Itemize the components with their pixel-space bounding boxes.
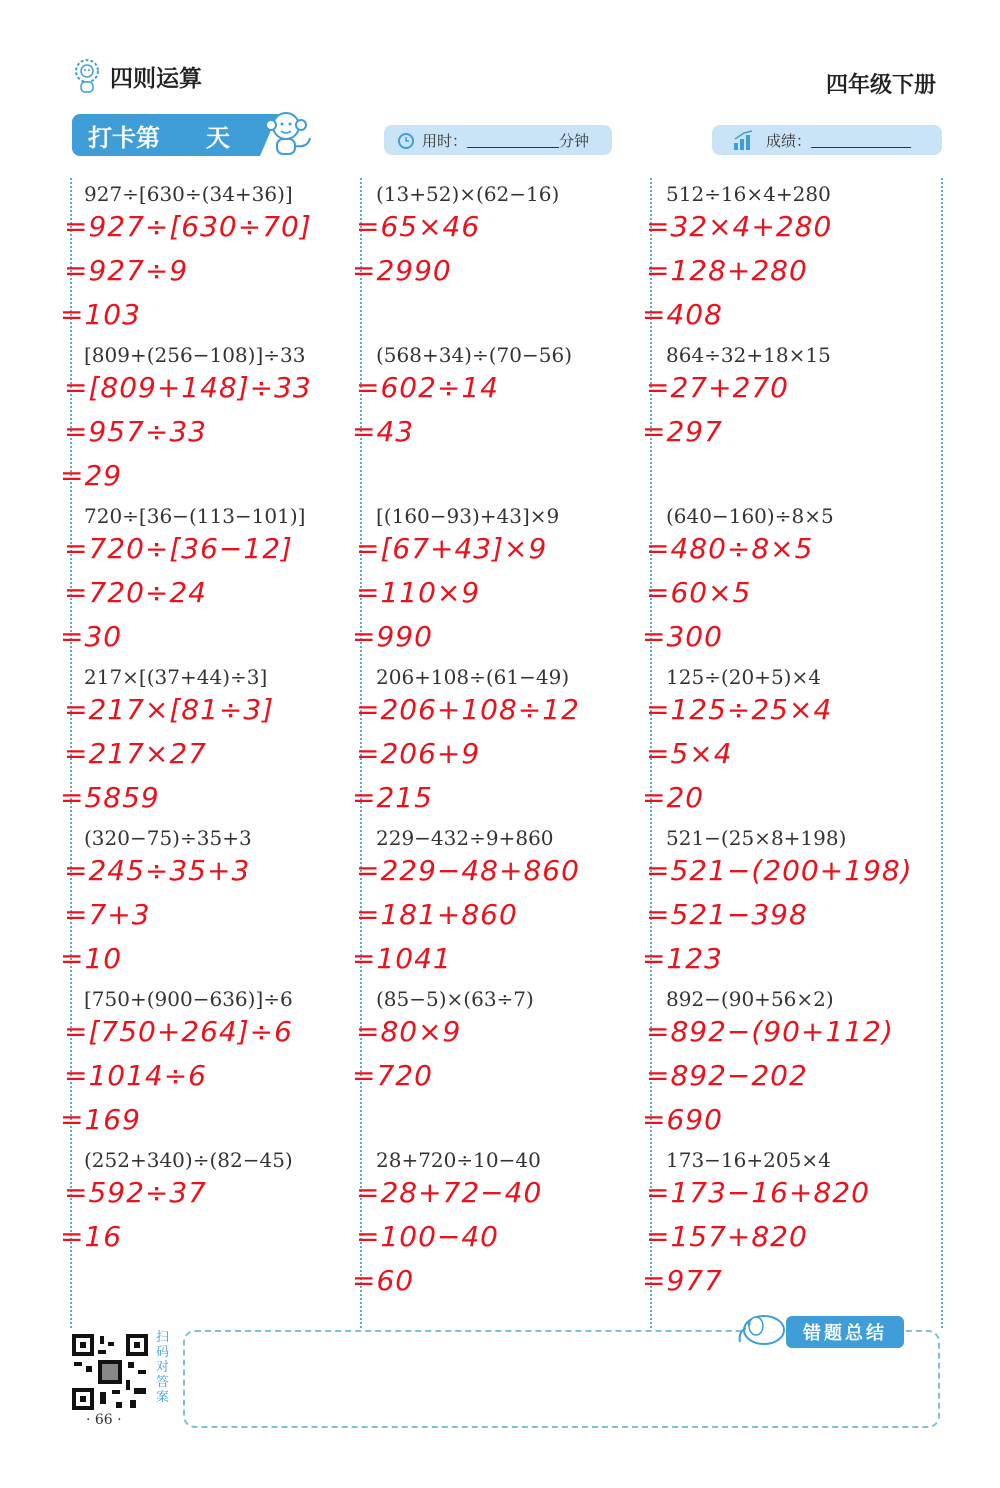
handwritten-step: =217×27 (64, 737, 207, 770)
bar-chart-icon (732, 129, 756, 151)
handwritten-step: =602÷14 (356, 371, 499, 404)
problem-expression: (640−160)÷8×5 (666, 504, 834, 528)
handwritten-step: =173−16+820 (646, 1176, 870, 1209)
handwritten-step: =300 (642, 620, 723, 653)
handwritten-step: =169 (60, 1103, 141, 1136)
handwritten-step: =65×46 (356, 210, 481, 243)
time-input[interactable] (467, 133, 559, 148)
handwritten-step: =32×4+280 (646, 210, 833, 243)
section-title: 四则运算 (110, 65, 202, 92)
handwritten-step: =521−(200+198) (646, 854, 913, 887)
handwritten-step: =977 (642, 1264, 723, 1297)
handwritten-step: =157+820 (646, 1220, 808, 1253)
handwritten-step: =5859 (60, 781, 160, 814)
score-field (712, 125, 942, 155)
handwritten-step: =217×[81÷3] (64, 693, 275, 726)
handwritten-step: =103 (60, 298, 141, 331)
monkey-icon (260, 108, 316, 160)
handwritten-step: =215 (352, 781, 433, 814)
time-label: 用时： (422, 131, 468, 150)
handwritten-step: =[809+148]÷33 (64, 371, 312, 404)
column-divider (941, 178, 943, 1328)
handwritten-step: =957÷33 (64, 415, 207, 448)
problem-expression: 229−432÷9+860 (376, 826, 554, 850)
section-header (72, 58, 202, 94)
handwritten-step: =20 (642, 781, 705, 814)
handwritten-step: =229−48+860 (356, 854, 580, 887)
handwritten-step: =43 (352, 415, 415, 448)
handwritten-step: =16 (60, 1220, 123, 1253)
handwritten-step: =892−202 (646, 1059, 808, 1092)
problem-expression: 521−(25×8+198) (666, 826, 847, 850)
problem-expression: 720÷[36−(113−101)] (84, 504, 306, 528)
handwritten-step: =720÷24 (64, 576, 207, 609)
grade-label: 四年级下册 (825, 73, 936, 98)
handwritten-step: =480÷8×5 (646, 532, 814, 565)
score-input[interactable] (811, 133, 911, 148)
handwritten-step: =123 (642, 942, 723, 975)
elephant-icon (734, 1308, 790, 1348)
problem-expression: (320−75)÷35+3 (84, 826, 252, 850)
handwritten-step: =720 (352, 1059, 433, 1092)
handwritten-step: =2990 (352, 254, 452, 287)
punch-card-tab (72, 114, 260, 156)
handwritten-step: =80×9 (356, 1015, 462, 1048)
problem-expression: (13+52)×(62−16) (376, 182, 560, 206)
scan-answer-label: 扫码对答案 (156, 1330, 170, 1405)
handwritten-step: =125÷25×4 (646, 693, 833, 726)
problem-expression: [809+(256−108)]÷33 (84, 343, 306, 367)
qr-code[interactable] (70, 1332, 150, 1412)
handwritten-step: =990 (352, 620, 433, 653)
handwritten-step: =60 (352, 1264, 415, 1297)
handwritten-step: =206+108÷12 (356, 693, 580, 726)
handwritten-step: =690 (642, 1103, 723, 1136)
clock-icon (396, 130, 416, 150)
handwritten-step: =720÷[36−12] (64, 532, 293, 565)
problem-expression: 864÷32+18×15 (666, 343, 831, 367)
problem-expression: 173−16+205×4 (666, 1148, 831, 1172)
lion-icon (72, 58, 102, 94)
handwritten-step: =521−398 (646, 898, 808, 931)
handwritten-step: =28+72−40 (356, 1176, 543, 1209)
handwritten-step: =110×9 (356, 576, 481, 609)
problem-expression: 206+108÷(61−49) (376, 665, 570, 689)
handwritten-step: =927÷9 (64, 254, 189, 287)
handwritten-step: =128+280 (646, 254, 808, 287)
punch-card-prefix: 打卡第 (88, 123, 160, 152)
page-number: · 66 · (86, 1412, 122, 1428)
punch-card-suffix: 天 (206, 123, 230, 152)
handwritten-step: =[67+43]×9 (356, 532, 548, 565)
problem-expression: (252+340)÷(82−45) (84, 1148, 293, 1172)
problem-expression: 28+720÷10−40 (376, 1148, 541, 1172)
problem-expression: (568+34)÷(70−56) (376, 343, 573, 367)
handwritten-step: =60×5 (646, 576, 752, 609)
time-field (384, 125, 612, 155)
handwritten-step: =100−40 (356, 1220, 499, 1253)
handwritten-step: =297 (642, 415, 723, 448)
time-unit: 分钟 (559, 131, 590, 150)
problem-expression: 892−(90+56×2) (666, 987, 834, 1011)
handwritten-step: =1041 (352, 942, 452, 975)
problem-expression: [(160−93)+43]×9 (376, 504, 560, 528)
handwritten-step: =927÷[630÷70] (64, 210, 312, 243)
handwritten-step: =206+9 (356, 737, 481, 770)
score-label: 成绩： (766, 131, 812, 150)
handwritten-step: =5×4 (646, 737, 733, 770)
handwritten-step: =245÷35+3 (64, 854, 251, 887)
problem-expression: 512÷16×4+280 (666, 182, 831, 206)
handwritten-step: =408 (642, 298, 723, 331)
handwritten-step: =1014÷6 (64, 1059, 207, 1092)
error-summary-label: 错题总结 (786, 1316, 904, 1348)
handwritten-step: =892−(90+112) (646, 1015, 894, 1048)
problem-expression: (85−5)×(63÷7) (376, 987, 534, 1011)
handwritten-step: =[750+264]÷6 (64, 1015, 293, 1048)
handwritten-step: =27+270 (646, 371, 789, 404)
handwritten-step: =592÷37 (64, 1176, 207, 1209)
problem-expression: 125÷(20+5)×4 (666, 665, 821, 689)
handwritten-step: =29 (60, 459, 123, 492)
problem-expression: [750+(900−636)]÷6 (84, 987, 293, 1011)
problem-expression: 927÷[630÷(34+36)] (84, 182, 293, 206)
handwritten-step: =10 (60, 942, 123, 975)
handwritten-step: =7+3 (64, 898, 151, 931)
handwritten-step: =181+860 (356, 898, 518, 931)
handwritten-step: =30 (60, 620, 123, 653)
problem-expression: 217×[(37+44)÷3] (84, 665, 268, 689)
